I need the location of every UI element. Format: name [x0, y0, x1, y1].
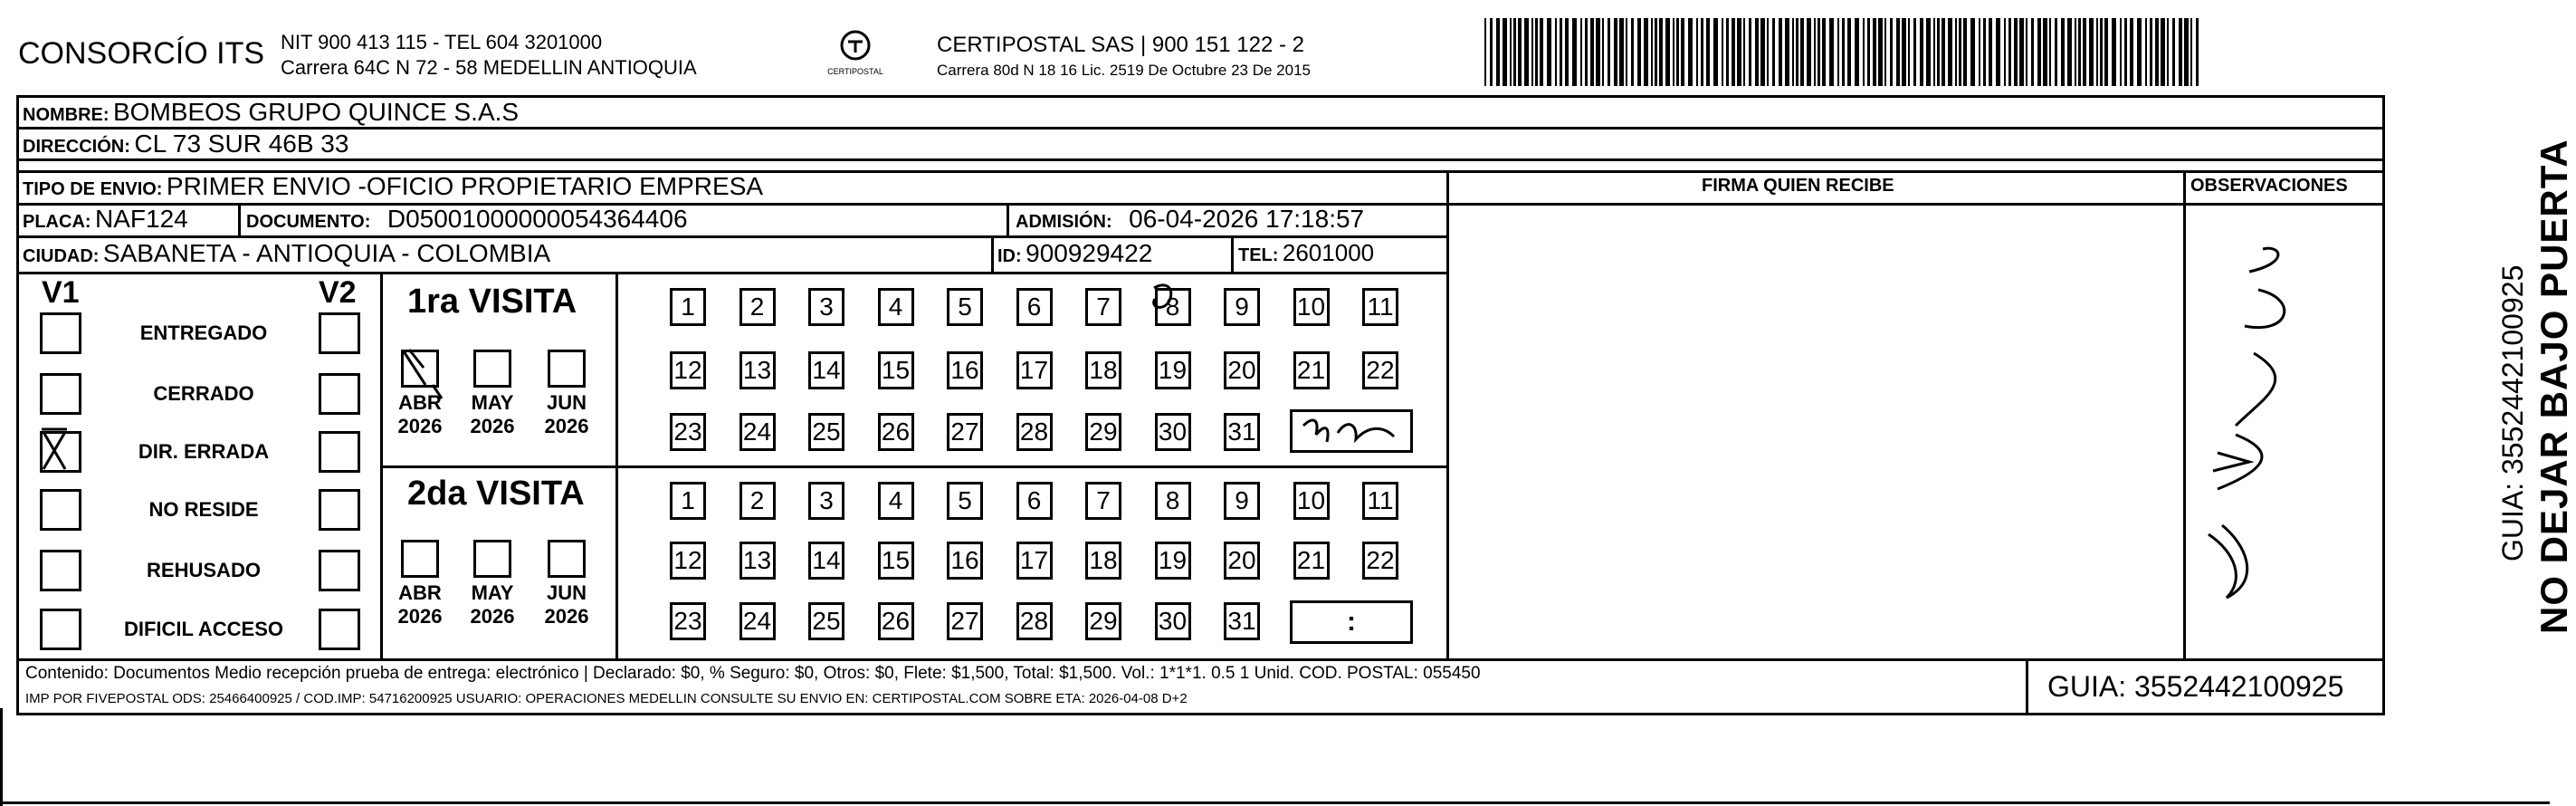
visit1-year-label: 2026 [397, 415, 443, 437]
visit2-day-box[interactable]: 2 [739, 482, 776, 520]
type-row: TIPO DE ENVIO: PRIMER ENVIO -OFICIO PROPIETARIO EMPRESA [23, 172, 764, 200]
tel-cell: TEL: 2601000 [1238, 239, 1375, 266]
side-warning: NO DEJAR BAJO PUERTA [2533, 139, 2575, 634]
visit2-day-box[interactable]: 31 [1224, 602, 1260, 640]
visit1-day-box[interactable]: 7 [1085, 288, 1121, 326]
admission-cell: ADMISIÓN: 06-04-2026 17:18:57 [1016, 205, 1365, 233]
shipment-type: PRIMER ENVIO -OFICIO PROPIETARIO EMPRESA [166, 172, 764, 200]
visit1-day-box[interactable]: 25 [808, 413, 844, 451]
visit1-day-box[interactable]: 8 [1155, 288, 1191, 326]
visit1-day-box[interactable]: 2 [739, 288, 776, 326]
visit2-day-box[interactable]: 12 [670, 542, 706, 580]
visit1-day-box[interactable]: 5 [947, 288, 983, 326]
visit1-day-box[interactable]: 14 [808, 351, 844, 389]
visit2-day-box[interactable]: 28 [1016, 602, 1053, 640]
status-option-label: ENTREGADO [139, 321, 268, 344]
svg-text:CERTIPOSTAL: CERTIPOSTAL [827, 67, 883, 76]
carrier-address: Carrera 80d N 18 16 Lic. 2519 De Octubre 23 De 2015 [937, 62, 1311, 79]
signature-header: FIRMA QUIEN RECIBE [1702, 176, 1894, 196]
visit1-day-box[interactable]: 4 [878, 288, 914, 326]
visit1-day-box[interactable]: 20 [1224, 351, 1260, 389]
visit2-day-box[interactable]: 7 [1085, 482, 1121, 520]
visit2-day-box[interactable]: 1 [670, 482, 706, 520]
visit2-day-box[interactable]: 24 [739, 602, 776, 640]
visit2-day-box[interactable]: 26 [878, 602, 914, 640]
visit2-day-box[interactable]: 14 [808, 542, 844, 580]
visit1-day-box[interactable]: 3 [808, 288, 844, 326]
recipient-address: CL 73 SUR 46B 33 [134, 130, 349, 158]
visit2-day-box[interactable]: 19 [1155, 542, 1191, 580]
company-address: Carrera 64C N 72 - 58 MEDELLIN ANTIOQUIA [281, 56, 697, 79]
visit2-month-label: MAY [471, 581, 514, 604]
visit2-day-box[interactable]: 10 [1293, 482, 1330, 520]
visit2-day-box[interactable]: 4 [878, 482, 914, 520]
visit2-day-box[interactable]: 16 [947, 542, 983, 580]
status-option-label: REHUSADO [147, 559, 261, 581]
footer-guia: GUIA: 3552442100925 [2047, 670, 2344, 703]
city-cell: CIUDAD: SABANETA - ANTIOQUIA - COLOMBIA [23, 239, 551, 267]
visit1-day-box[interactable]: 6 [1016, 288, 1053, 326]
visit1-month-label: ABR [398, 391, 442, 414]
visit1-day-box[interactable]: 17 [1016, 351, 1053, 389]
visit1-day-box[interactable]: 10 [1293, 288, 1330, 326]
side-guia: GUIA: 3552442100925 [2496, 264, 2529, 561]
visit1-day-box[interactable]: 29 [1085, 413, 1121, 451]
visit2-day-box[interactable]: 27 [947, 602, 983, 640]
footer-meta: IMP POR FIVEPOSTAL ODS: 25466400925 / COD.IMP: 54716200925 USUARIO: OPERACIONES MEDELLIN CONSULTE SU ENVIO EN: CERTIPOSTAL.COM SOBRE ETA: 2026-04-08 D+2 [25, 691, 1188, 706]
name-row: NOMBRE: BOMBEOS GRUPO QUINCE S.A.S [23, 98, 520, 126]
visit2-month-label: JUN [546, 581, 587, 604]
visit1-day-box[interactable]: 22 [1362, 351, 1398, 389]
status-option-label: NO RESIDE [148, 498, 259, 521]
visit1-day-box[interactable]: 24 [739, 413, 776, 451]
address-row: DIRECCIÓN: CL 73 SUR 46B 33 [23, 130, 349, 158]
visit2-year-label: 2026 [544, 605, 589, 628]
visit2-day-box[interactable]: 25 [808, 602, 844, 640]
visit1-day-box[interactable]: 1 [670, 288, 706, 326]
id-cell: ID: 900929422 [997, 239, 1153, 267]
visit2-day-box[interactable]: 21 [1293, 542, 1330, 580]
visit1-year-label: 2026 [544, 415, 589, 437]
visit1-day-box[interactable]: 15 [878, 351, 914, 389]
carrier-name: CERTIPOSTAL SAS | 900 151 122 - 2 [937, 33, 1304, 57]
visit2-day-box[interactable]: 5 [947, 482, 983, 520]
visit1-year-label: 2026 [470, 415, 515, 437]
visit2-year-label: 2026 [397, 605, 443, 628]
footer-contents: Contenido: Documentos Medio recepción prueba de entrega: electrónico | Declarado: $0, % Seguro: $0, Otros: $0, Flete: $1,500, Total: $1,500. Vol.: 1*1*1. 0.5 1 Unid. COD. POSTAL: 055450 [25, 664, 1481, 683]
visit2-year-label: 2026 [470, 605, 515, 628]
visit1-day-box[interactable]: 13 [739, 351, 776, 389]
visit1-day-box[interactable]: 12 [670, 351, 706, 389]
visit2-day-box[interactable]: 29 [1085, 602, 1121, 640]
visit1-day-box[interactable]: 26 [878, 413, 914, 451]
visit1-day-box[interactable]: 11 [1362, 288, 1398, 326]
visit2-day-box[interactable]: 3 [808, 482, 844, 520]
visit1-day-box[interactable]: 23 [670, 413, 706, 451]
visit1-day-box[interactable]: 19 [1155, 351, 1191, 389]
visit2-day-box[interactable]: 9 [1224, 482, 1260, 520]
visit2-day-box[interactable]: 8 [1155, 482, 1191, 520]
visit2-day-box[interactable]: 20 [1224, 542, 1260, 580]
visit1-day-box[interactable]: 27 [947, 413, 983, 451]
company-name: CONSORCÍO ITS [18, 36, 265, 71]
v1-label: V1 [42, 275, 80, 310]
document-cell: DOCUMENTO: D05001000000054364406 [246, 205, 688, 233]
recipient-name: BOMBEOS GRUPO QUINCE S.A.S [113, 98, 520, 126]
v2-label: V2 [319, 275, 357, 310]
plate-cell: PLACA: NAF124 [23, 205, 188, 233]
visit2-title: 2da VISITA [407, 475, 585, 513]
visit2-day-box[interactable]: 30 [1155, 602, 1191, 640]
visit1-day-box[interactable]: 18 [1085, 351, 1121, 389]
company-nit: NIT 900 413 115 - TEL 604 3201000 [281, 31, 603, 53]
visit1-day-box[interactable]: 28 [1016, 413, 1053, 451]
visit2-day-box[interactable]: 23 [670, 602, 706, 640]
visit1-day-box[interactable]: 31 [1224, 413, 1260, 451]
status-option-label: DIFICIL ACCESO [123, 618, 283, 640]
visit1-title: 1ra VISITA [407, 283, 577, 321]
visit1-day-box[interactable]: 21 [1293, 351, 1330, 389]
observations-header: OBSERVACIONES [2190, 176, 2348, 196]
visit2-time-box[interactable]: : [1290, 600, 1413, 644]
visit1-month-label: MAY [471, 391, 514, 414]
visit2-day-box[interactable]: 15 [878, 542, 914, 580]
visit2-day-box[interactable]: 11 [1362, 482, 1398, 520]
visit2-day-box[interactable]: 22 [1362, 542, 1398, 580]
visit2-month-label: ABR [398, 581, 442, 604]
visit2-day-box[interactable]: 17 [1016, 542, 1053, 580]
visit1-day-box[interactable]: 30 [1155, 413, 1191, 451]
visit2-day-box[interactable]: 18 [1085, 542, 1121, 580]
status-option-label: CERRADO [153, 382, 254, 405]
status-option-label: DIR. ERRADA [138, 440, 270, 463]
visit1-month-label: JUN [546, 391, 587, 414]
visit2-day-box[interactable]: 6 [1016, 482, 1053, 520]
visit1-day-box[interactable]: 9 [1224, 288, 1260, 326]
visit2-day-box[interactable]: 13 [739, 542, 776, 580]
visit1-day-box[interactable]: 16 [947, 351, 983, 389]
